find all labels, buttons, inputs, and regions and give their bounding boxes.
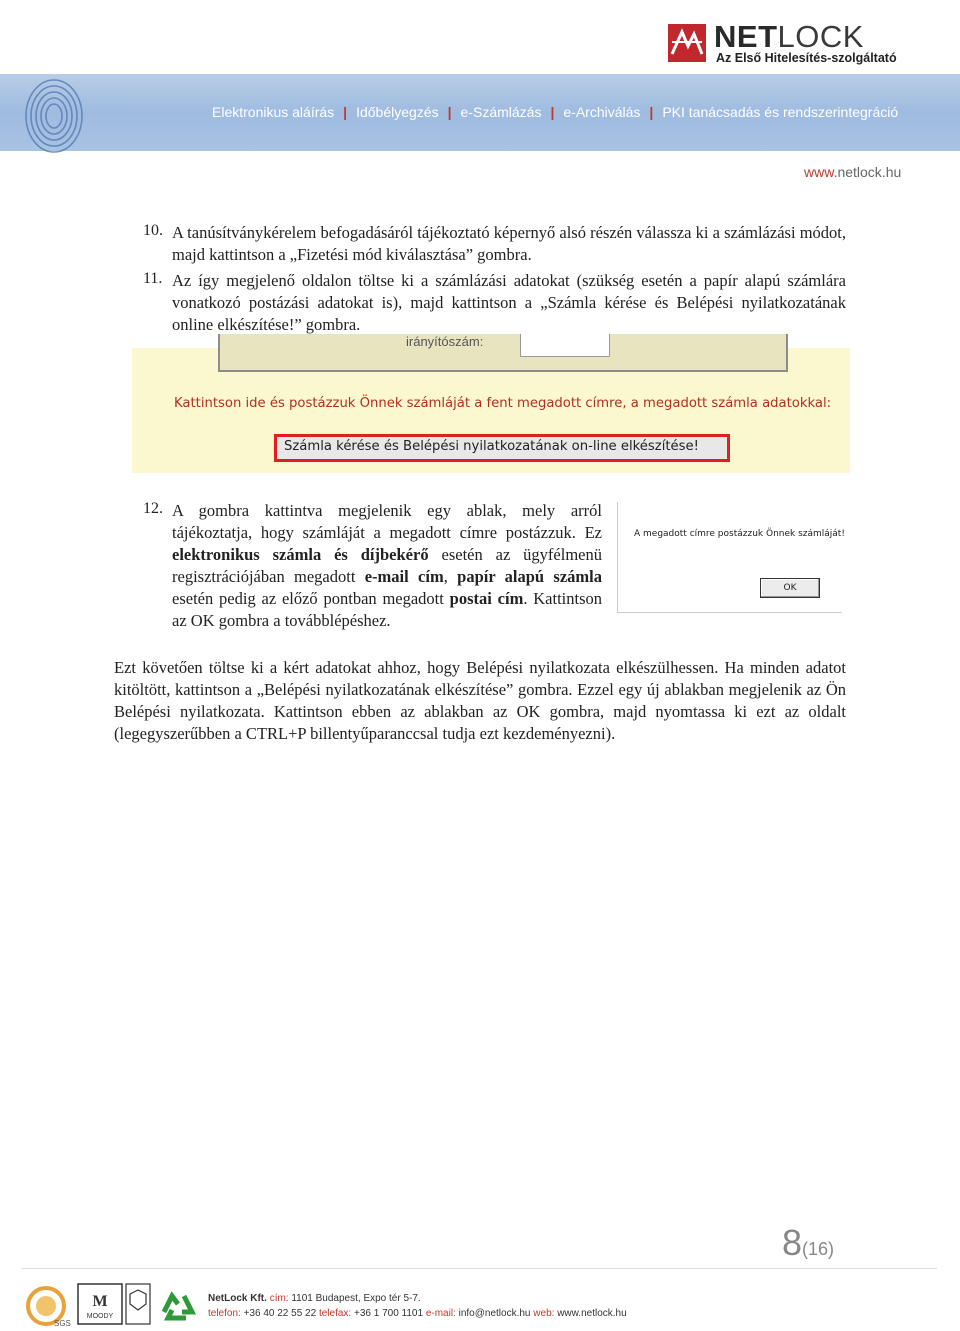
page-header xyxy=(0,0,960,190)
url-rest: .netlock.hu xyxy=(833,164,902,180)
footer-line-2 xyxy=(208,1306,627,1321)
company-name: NetLock Kft. xyxy=(208,1293,267,1304)
logo-tagline: Az Első Hitelesítés-szolgáltató xyxy=(716,51,897,65)
text-run: , xyxy=(443,567,458,586)
mail-info-text: Kattintson ide és postázzuk Önnek számláját a fent megadott címre, a megadott számla adatokkal: xyxy=(174,396,832,411)
sgs-label: SGS xyxy=(54,1319,71,1328)
step-text xyxy=(172,500,602,632)
web-link[interactable]: www.netlock.hu xyxy=(557,1308,627,1319)
sgs-badge-icon xyxy=(28,1288,71,1328)
certification-badges xyxy=(22,1280,202,1328)
svg-text:M: M xyxy=(92,1293,108,1310)
fingerprint-icon xyxy=(14,76,84,156)
top-nav xyxy=(212,104,898,120)
phone: +36 40 22 55 22 xyxy=(243,1308,317,1319)
fax-label: telefax: xyxy=(318,1308,352,1319)
email-link[interactable]: info@netlock.hu xyxy=(458,1308,531,1319)
billing-form-screenshot xyxy=(132,334,850,473)
moody-label: MOODY xyxy=(86,1313,114,1320)
text-bold: postai cím xyxy=(449,589,524,608)
step-text: A tanúsítványkérelem befogadásáról tájékoztató képernyő alsó részén válassza ki a számlázási módot, majd kattintson a „Fizetési mód kiválasztása” gombra. xyxy=(172,223,846,264)
logo-wordmark xyxy=(714,20,864,54)
nav-item-elektronikus-alairas[interactable]: Elektronikus aláírás xyxy=(212,104,335,120)
recycle-icon xyxy=(164,1296,192,1318)
text-run: A gombra kattintva megjelenik egy ablak, mely arról tájékoztatja, hogy számláját a megadott címre postázzuk. Ez xyxy=(172,501,602,542)
url-prefix: www xyxy=(804,164,834,180)
netlock-logo-icon xyxy=(668,24,706,62)
tel-label: telefon: xyxy=(208,1308,241,1319)
text-run: esetén az ügyfélmenü regisztrációjában megadott xyxy=(172,545,602,586)
nav-item-idobelyegzes[interactable]: Időbélyegzés xyxy=(356,104,439,120)
final-paragraph: Ezt követően töltse ki a kért adatokat ahhoz, hogy Belépési nyilatkozata elkészülhessen. Ha minden adatot kitöltött, kattintson a „Belépési nyilatkozatának elkészítése” gombra. Ezzel egy új ablakban megjelenik az Ön Belépési nyilatkozata. Kattintson ebben az ablakban az OK gombra, majd nyomtassa ki ezt az oldalt (legegyszerűbben a CTRL+P billentyűparanccsal tudja ezt kezdeményezni). xyxy=(114,658,846,743)
ukas-badge-icon xyxy=(126,1284,150,1324)
page-total: (16) xyxy=(802,1239,835,1259)
nav-separator: | xyxy=(550,104,555,120)
step-10 xyxy=(143,222,846,266)
text-bold: papír alapú számla xyxy=(457,567,602,586)
nav-item-e-archivalas[interactable]: e-Archiválás xyxy=(563,104,641,120)
address: 1101 Budapest, Expo tér 5-7. xyxy=(291,1293,421,1304)
email-label: e-mail: xyxy=(425,1308,456,1319)
netlock-logo xyxy=(668,19,918,72)
step-number: 10. xyxy=(143,222,163,239)
step-text: Az így megjelenő oldalon töltse ki a számlázási adatokat (szükség esetén a papír alapú számlára vonatkozó postázási adatokat is), majd kattintson a „Számla kérése és Belépési nyilatkozatának online elkészítése!” gombra. xyxy=(172,271,846,334)
footer-line-1 xyxy=(208,1291,627,1306)
form-frame xyxy=(218,334,788,372)
text-bold: elektronikus számla és díjbekérő xyxy=(172,545,429,564)
nav-item-pki[interactable]: PKI tanácsadás és rendszerintegráció xyxy=(662,104,899,120)
page-number xyxy=(782,1222,834,1264)
text-run: . Kattintson az OK gombra a továbblépéshez. xyxy=(172,589,602,630)
step-12 xyxy=(143,500,602,632)
nav-separator: | xyxy=(649,104,654,120)
dialog-message: A megadott címre postázzuk Önnek számláját! xyxy=(634,529,845,539)
step-number: 12. xyxy=(143,500,163,517)
text-bold: e-mail cím xyxy=(364,567,444,586)
logo-net: NET xyxy=(714,19,778,54)
page-current: 8 xyxy=(782,1222,803,1263)
moody-badge-icon xyxy=(78,1284,122,1324)
footer-contact xyxy=(208,1291,627,1321)
header-url[interactable] xyxy=(804,164,901,180)
fax: +36 1 700 1101 xyxy=(353,1308,424,1319)
logo-lock: LOCK xyxy=(777,19,864,54)
addr-label: cím: xyxy=(269,1293,289,1304)
dialog-ok-button[interactable] xyxy=(760,578,820,598)
nav-separator: | xyxy=(343,104,348,120)
request-invoice-button[interactable] xyxy=(274,434,730,462)
request-invoice-button-label: Számla kérése és Belépési nyilatkozatának on-line elkészítése! xyxy=(284,439,699,454)
ok-button-label: OK xyxy=(783,583,797,593)
web-label: web: xyxy=(533,1308,555,1319)
footer-divider xyxy=(22,1268,937,1269)
confirmation-dialog-screenshot xyxy=(617,502,845,613)
step-number: 11. xyxy=(143,270,163,287)
step-11 xyxy=(143,270,846,336)
text-run: esetén pedig az előző pontban megadott xyxy=(172,589,450,608)
nav-separator: | xyxy=(447,104,452,120)
zip-label-fragment: irányítószám: xyxy=(406,334,484,349)
nav-item-e-szamlazas[interactable]: e-Számlázás xyxy=(460,104,542,120)
zip-input[interactable] xyxy=(520,334,610,357)
